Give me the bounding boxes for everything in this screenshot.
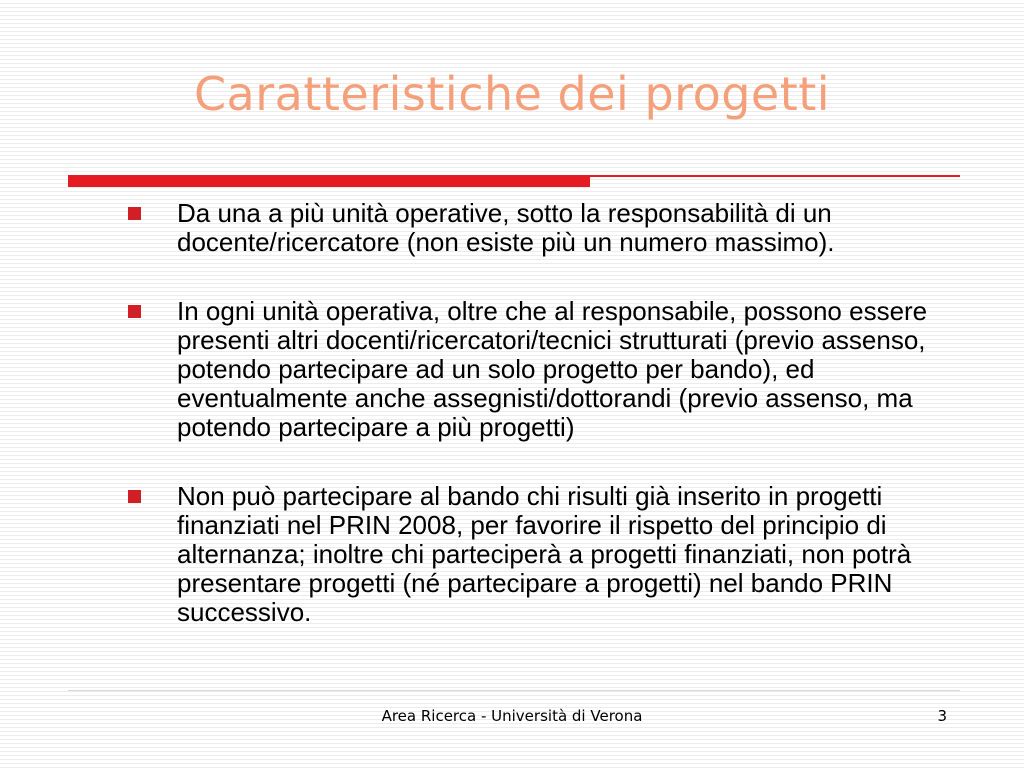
bullet-list: [128, 199, 968, 667]
square-bullet-icon: [128, 490, 141, 503]
page-number: 3: [937, 707, 947, 725]
bullet-item-1: [128, 199, 968, 257]
bullet-text-3: Non può partecipare al bando chi risulti già inserito in progetti finanziati nel PRIN 2008, per favorire il rispetto del principio di alternanza; inoltre chi parteciperà a progetti finanziati, non potrà presentare progetti (né partecipare a progetti) nel bando PRIN successivo.: [177, 481, 912, 627]
footer-divider: [68, 690, 960, 691]
bullet-item-2: [128, 297, 968, 442]
title-underline-thin: [590, 175, 960, 177]
bullet-text-2: In ogni unità operativa, oltre che al responsabile, possono essere presenti altri docenti/ricercatori/tecnici strutturati (previo assenso, potendo partecipare ad un solo progetto per bando), ed eventualmente anche assegnisti/dottorandi (previo assenso, ma potendo partecipare a più progetti): [177, 296, 928, 442]
bullet-item-3: [128, 482, 968, 627]
square-bullet-icon: [128, 207, 141, 220]
slide-title: Caratteristiche dei progetti: [193, 67, 831, 121]
footer-text: Area Ricerca - Università di Verona: [381, 707, 643, 725]
bullet-text-1: Da una a più unità operative, sotto la responsabilità di un docente/ricercatore (non esiste più un numero massimo).: [177, 198, 835, 257]
title-underline-thick: [68, 175, 590, 187]
square-bullet-icon: [128, 305, 141, 318]
